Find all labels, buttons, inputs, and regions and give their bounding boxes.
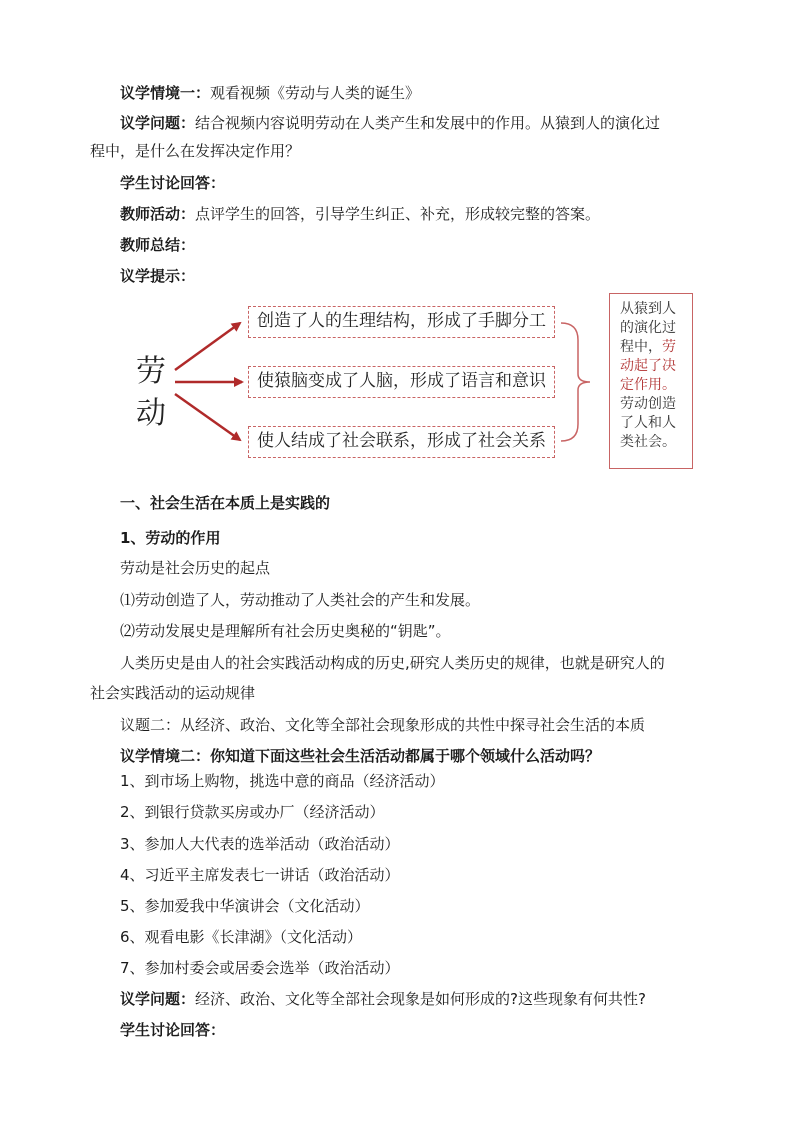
section-title: 一、社会生活在本质上是实践的: [120, 494, 331, 512]
list-item: 3、参加人大代表的选举活动（政治活动）: [120, 835, 400, 853]
conclusion-line-3: 程中，劳: [620, 339, 676, 355]
question-one: [120, 113, 660, 133]
teacher-activity-text: 点评学生的回答，引导学生纠正、补充，形成较完整的答案。: [195, 205, 601, 223]
conclusion-tail-2: 了人和人: [620, 415, 676, 431]
conclusion-tail-3: 类社会。: [620, 434, 676, 450]
teacher-activity-label: 教师活动：: [120, 205, 196, 223]
question-two: [120, 989, 646, 1009]
list-item: 1、到市场上购物，挑选中意的商品（经济活动）: [120, 772, 445, 790]
conclusion-red-1: 动起了决: [620, 358, 676, 374]
list-item: 6、观看电影《长津湖》（文化活动）: [120, 928, 363, 946]
paragraph-1: 劳动是社会历史的起点: [120, 559, 271, 577]
situation-two: 议学情境二：你知道下面这些社会生活活动都属于哪个领域什么活动吗？: [120, 747, 601, 765]
effect-box-3: 使人结成了社会联系，形成了社会关系: [248, 426, 555, 458]
effect-box-1: 创造了人的生理结构，形成了手脚分工: [248, 306, 555, 338]
situation-one-text: 观看视频《劳动与人类的诞生》: [210, 84, 421, 102]
list-item: 2、到银行贷款买房或办厂（经济活动）: [120, 803, 385, 821]
conclusion-line-1: 从猿到人: [620, 301, 676, 317]
list-item: 5、参加爱我中华演讲会（文化活动）: [120, 897, 370, 915]
situation-one: [120, 83, 420, 103]
question-one-label: 议学问题：: [120, 114, 196, 132]
discussion-hint: 议学提示：: [120, 267, 196, 285]
conclusion-tail-1: 劳动创造: [620, 396, 676, 412]
conclusion-box: [609, 293, 693, 469]
situation-one-label: 议学情境一：: [120, 84, 211, 102]
question-two-label: 议学问题：: [120, 990, 196, 1008]
conclusion-red-2: 定作用。: [620, 377, 676, 393]
conclusion-line-2: 的演化过: [620, 320, 676, 336]
paragraph-2: ⑴劳动创造了人，劳动推动了人类社会的产生和发展。: [120, 591, 481, 609]
paragraph-4b: 社会实践活动的运动规律: [90, 684, 256, 702]
arrow-top: [175, 323, 240, 370]
subsection-title: 1、劳动的作用: [120, 529, 221, 547]
student-discussion-2: 学生讨论回答：: [120, 1021, 226, 1039]
labor-char-bottom: 动: [136, 396, 166, 431]
student-discussion: 学生讨论回答：: [120, 174, 226, 192]
teacher-activity: [120, 204, 600, 224]
arrow-bottom: [175, 394, 240, 440]
labor-char-top: 劳: [136, 354, 166, 389]
list-item: 7、参加村委会或居委会选举（政治活动）: [120, 959, 400, 977]
paragraph-4a: 人类历史是由人的社会实践活动构成的历史,研究人类历史的规律，也就是研究人的: [120, 654, 665, 672]
effect-box-2: 使猿脑变成了人脑，形成了语言和意识: [248, 366, 555, 398]
paragraph-3: ⑵劳动发展史是理解所有社会历史奥秘的“钥匙”。: [120, 622, 451, 640]
list-item: 4、习近平主席发表七一讲话（政治活动）: [120, 866, 400, 884]
brace: [561, 323, 590, 441]
question-one-text-a: 结合视频内容说明劳动在人类产生和发展中的作用。从猿到人的演化过: [195, 114, 661, 132]
question-one-text-b: 程中，是什么在发挥决定作用？: [90, 142, 301, 160]
question-two-text: 经济、政治、文化等全部社会现象是如何形成的?这些现象有何共性?: [195, 990, 646, 1008]
teacher-summary: 教师总结：: [120, 236, 196, 254]
conclusion-red-inline: 劳: [662, 339, 676, 355]
topic-two: 议题二：从经济、政治、文化等全部社会现象形成的共性中探寻社会生活的本质: [120, 716, 646, 734]
labor-diagram: [120, 290, 710, 480]
